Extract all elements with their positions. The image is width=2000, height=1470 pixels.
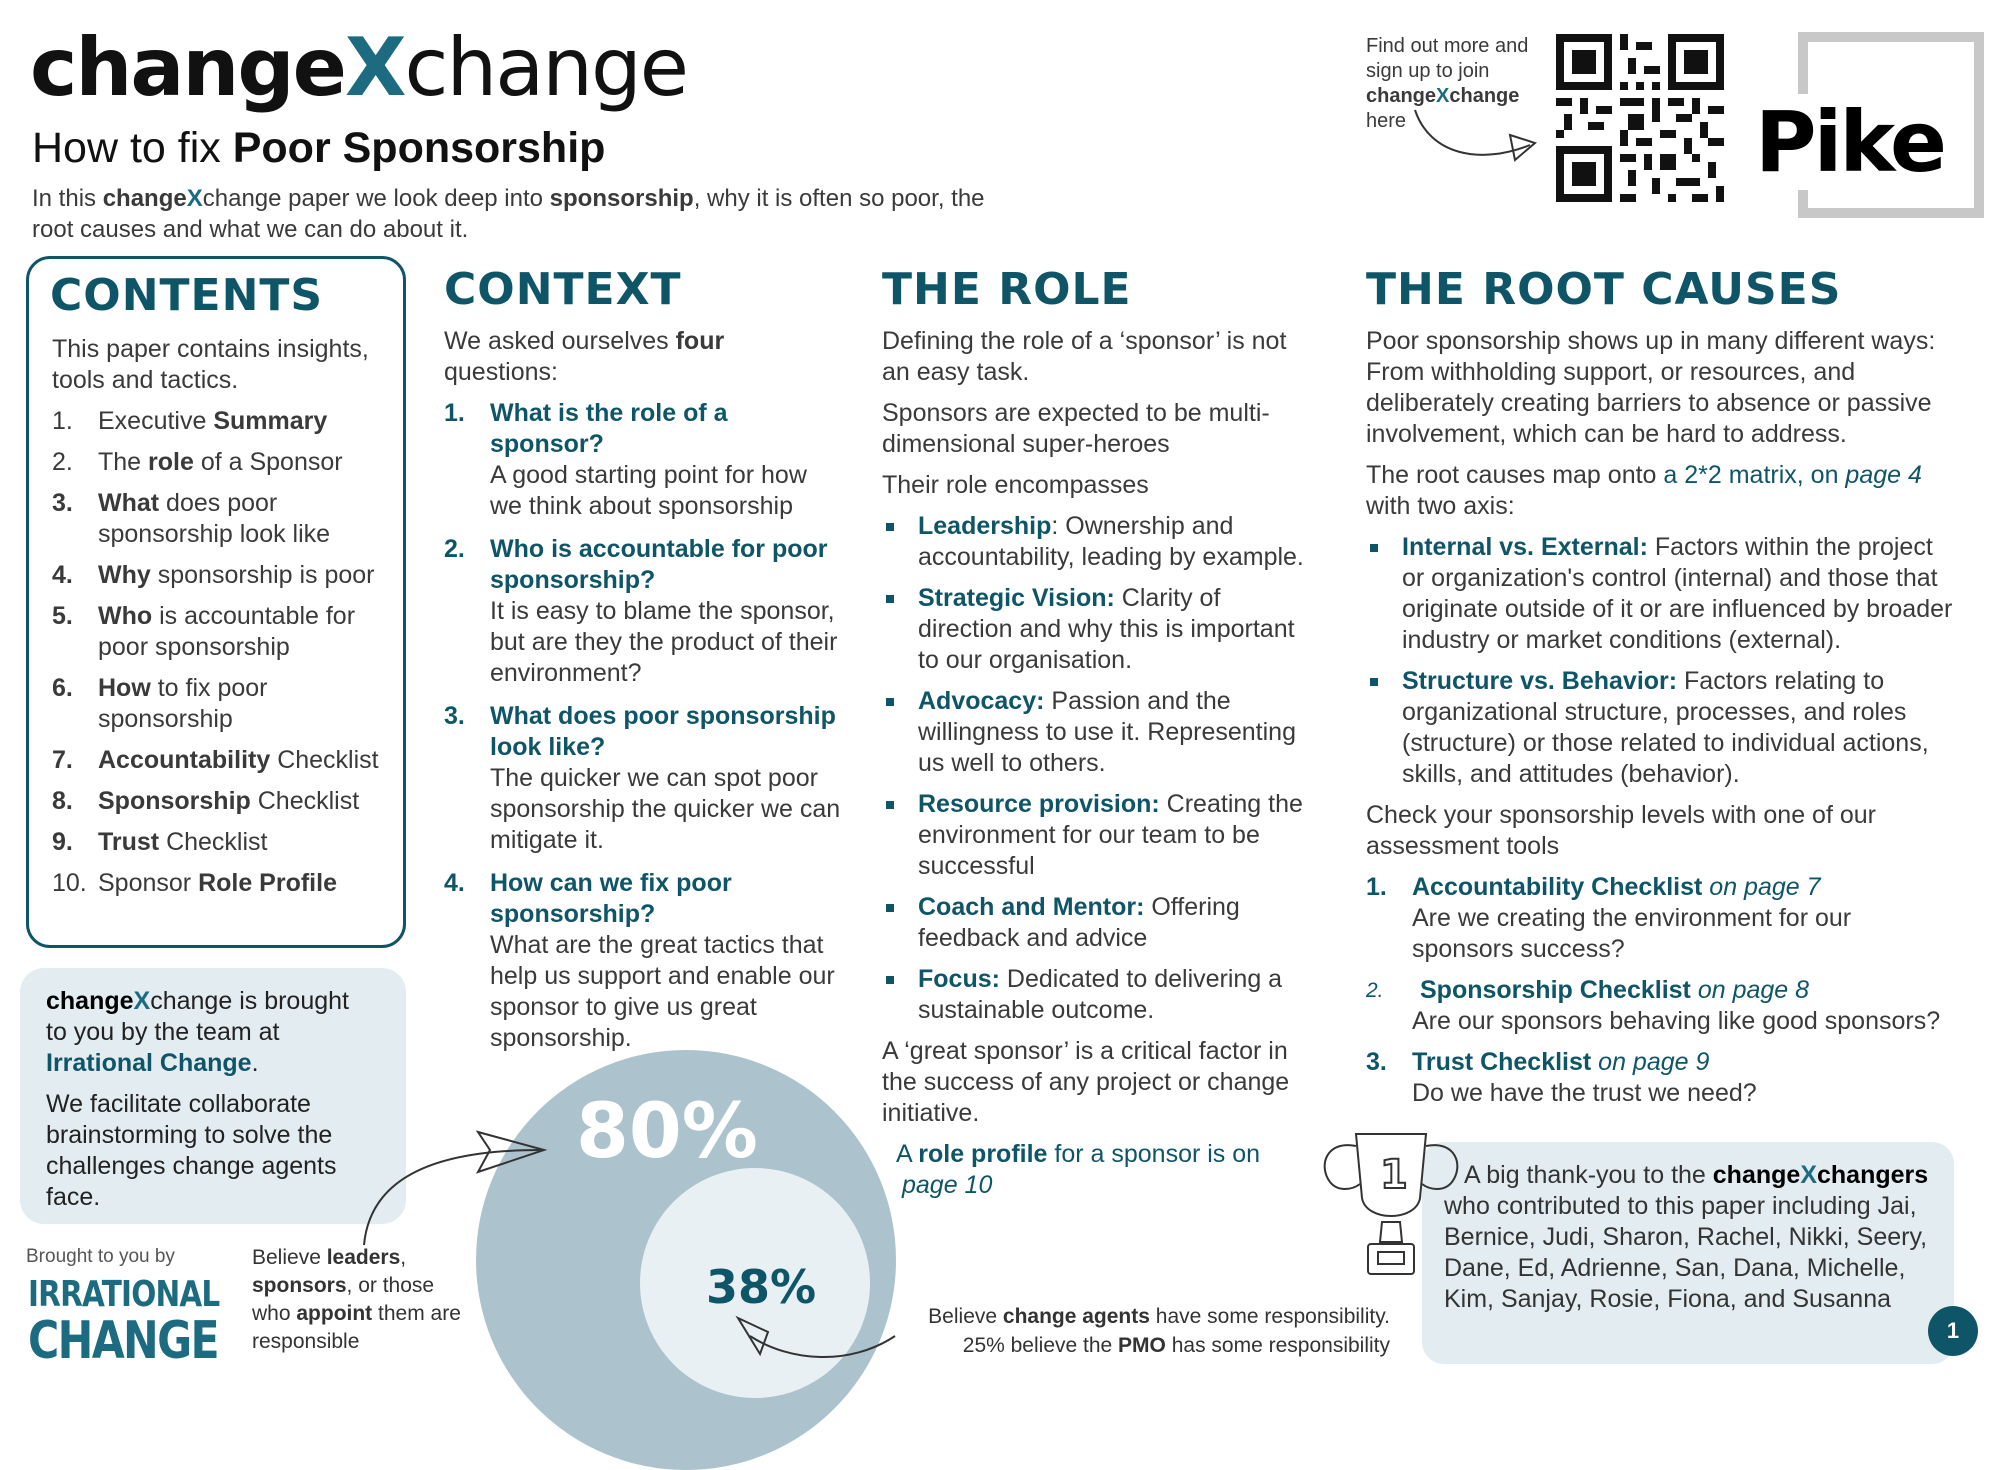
intro-a: In this bbox=[32, 185, 103, 212]
contents-item-text: Executive bbox=[98, 407, 214, 435]
contents-list bbox=[52, 334, 392, 909]
assessment-tool[interactable] bbox=[1366, 1047, 1956, 1109]
assessment-tool-number: 3. bbox=[1366, 1048, 1387, 1076]
role-item-value: Creating the environment for our team to be successful bbox=[918, 790, 1303, 880]
role-item-key: Coach and Mentor: bbox=[918, 893, 1145, 921]
context-answer-text: A good starting point for how we think about sponsorship bbox=[490, 461, 807, 520]
contents-item[interactable] bbox=[52, 406, 392, 437]
page-number-badge bbox=[1928, 1306, 1978, 1356]
role-heading: THE ROLE bbox=[882, 264, 1132, 315]
context-question-text: Who is accountable for poor sponsorship? bbox=[490, 535, 828, 594]
role-item bbox=[882, 583, 1312, 676]
role-item bbox=[882, 511, 1312, 573]
causes-p2: The root causes map onto a 2*2 matrix, on page 4 with two axis: bbox=[1366, 461, 1922, 520]
contents-item[interactable] bbox=[52, 601, 392, 663]
causes-p3: Check your sponsorship levels with one of our assessment tools bbox=[1366, 801, 1876, 860]
contents-item-number: 1. bbox=[52, 407, 73, 435]
assessment-tool-number: 1. bbox=[1366, 873, 1387, 901]
contents-item[interactable] bbox=[52, 488, 392, 550]
cause-item bbox=[1366, 532, 1956, 656]
role-p3: Their role encompasses bbox=[882, 471, 1149, 499]
brought-by-label: Brought to you by bbox=[26, 1246, 175, 1267]
context-question-text: How can we fix poor sponsorship? bbox=[490, 869, 732, 928]
arrow-to-80-icon bbox=[350, 1120, 550, 1250]
causes-items bbox=[1366, 532, 1956, 790]
role-item-key: Leadership bbox=[918, 512, 1052, 540]
qr-note-l3: changeXchange bbox=[1366, 85, 1520, 107]
role-item-key: Resource provision: bbox=[918, 790, 1160, 818]
contents-intro: This paper contains insights, tools and tactics. bbox=[52, 335, 369, 394]
role-item bbox=[882, 686, 1312, 779]
page-number: 1 bbox=[1946, 1318, 1960, 1343]
stat-38: 38% bbox=[706, 1260, 817, 1314]
role-item bbox=[882, 964, 1312, 1026]
contents-item-bold: Summary bbox=[213, 407, 328, 435]
brought-text bbox=[46, 986, 376, 1223]
assessment-tool[interactable] bbox=[1366, 872, 1956, 965]
cause-item-key: Internal vs. External: bbox=[1402, 533, 1648, 561]
contents-item-bold: Trust bbox=[98, 828, 160, 856]
assessment-tool-desc: Are our sponsors behaving like good sponsors? bbox=[1412, 1007, 1941, 1035]
context-question-number: 2. bbox=[444, 535, 465, 563]
contents-item-rest: sponsorship is poor bbox=[150, 561, 375, 589]
contents-item-bold: Accountability bbox=[98, 746, 271, 774]
contents-item[interactable] bbox=[52, 560, 392, 591]
title-pre: How to fix bbox=[32, 124, 233, 172]
context-question-number: 4. bbox=[444, 869, 465, 897]
context-question-number: 1. bbox=[444, 399, 465, 427]
brand-pre: change bbox=[30, 21, 345, 114]
contents-item-bold: What bbox=[98, 489, 160, 517]
contents-item-number: 3. bbox=[52, 489, 73, 517]
role-profile-note: A role profile for a sponsor is on page 10 bbox=[896, 1140, 1261, 1199]
role-item-value: Passion and the willingness to use it. Representing us well to others. bbox=[918, 687, 1296, 777]
contents-item-number: 9. bbox=[52, 828, 73, 856]
assessment-tool-number: 2. bbox=[1366, 979, 1384, 1002]
contents-item-bold: role bbox=[148, 448, 194, 476]
role-item-value: Offering feedback and advice bbox=[918, 893, 1240, 952]
causes-tools bbox=[1366, 872, 1956, 1109]
contents-item[interactable] bbox=[52, 868, 392, 899]
context-answer-text: What are the great tactics that help us support and enable our sponsor to give us great sponsorship. bbox=[490, 931, 835, 1052]
page-title bbox=[32, 124, 605, 173]
svg-text:1: 1 bbox=[1380, 1152, 1408, 1198]
role-p2: Sponsors are expected to be multi-dimensional super-heroes bbox=[882, 399, 1270, 458]
contents-item[interactable] bbox=[52, 827, 392, 858]
context-question-text: What does poor sponsorship look like? bbox=[490, 702, 836, 761]
assessment-tool-title bbox=[1412, 872, 1956, 903]
intro-d: change paper we look deep into bbox=[202, 185, 550, 212]
context-body bbox=[444, 326, 844, 1066]
irrational-change-link[interactable]: Irrational Change bbox=[46, 1049, 252, 1077]
contents-items bbox=[52, 406, 392, 899]
contents-heading: CONTENTS bbox=[50, 270, 324, 321]
role-item-value: Clarity of direction and why this is important to our organisation. bbox=[918, 584, 1295, 674]
causes-p1: Poor sponsorship shows up in many different ways: From withholding support, or resources, and deliberately creating barriers to absence or passive involvement, which can be hard to address. bbox=[1366, 327, 1936, 448]
role-item bbox=[882, 892, 1312, 954]
page-10-link[interactable]: page 10 bbox=[902, 1171, 993, 1199]
contents-item-number: 7. bbox=[52, 746, 73, 774]
logo-line2: CHANGE bbox=[28, 1311, 218, 1371]
page-4-link[interactable]: page 4 bbox=[1845, 461, 1922, 489]
role-items bbox=[882, 511, 1312, 1026]
cause-item-value: Factors relating to organizational structure, processes, and roles (structure) or those related to individual actions, skills, and attitudes (behavior). bbox=[1402, 667, 1929, 788]
causes-heading: THE ROOT CAUSES bbox=[1366, 264, 1842, 315]
assessment-tool-title bbox=[1412, 975, 1956, 1006]
context-question bbox=[444, 398, 844, 522]
role-item bbox=[882, 789, 1312, 882]
brand-post: change bbox=[404, 21, 687, 114]
context-question-number: 3. bbox=[444, 702, 465, 730]
cause-item-key: Structure vs. Behavior: bbox=[1402, 667, 1678, 695]
stat-80: 80% bbox=[576, 1086, 758, 1175]
brand-logo bbox=[30, 18, 687, 118]
role-item-key: Strategic Vision: bbox=[918, 584, 1115, 612]
contents-item-bold: Role Profile bbox=[198, 869, 337, 897]
contents-item-bold: How bbox=[98, 674, 151, 702]
assessment-tool-title bbox=[1412, 1047, 1956, 1078]
contents-item-rest: Checklist bbox=[250, 787, 360, 815]
assessment-tool-desc: Do we have the trust we need? bbox=[1412, 1079, 1757, 1107]
contents-item-number: 10. bbox=[52, 869, 87, 897]
intro-c: X bbox=[186, 185, 203, 212]
role-item-value: : Ownership and accountability, leading by example. bbox=[918, 512, 1304, 571]
contents-item[interactable] bbox=[52, 745, 392, 776]
intro-e: sponsorship bbox=[549, 185, 694, 212]
assessment-tool-desc: Are we creating the environment for our sponsors success? bbox=[1412, 904, 1852, 963]
context-question bbox=[444, 701, 844, 856]
assessment-tool-name: Sponsorship Checklist bbox=[1420, 976, 1691, 1004]
believe-leaders-note: Believe leaders, sponsors, or those who appoint them are responsible bbox=[252, 1246, 461, 1353]
contents-item-number: 6. bbox=[52, 674, 73, 702]
contents-item[interactable] bbox=[52, 673, 392, 735]
assessment-tool-name: Accountability Checklist bbox=[1412, 873, 1703, 901]
contents-item-number: 5. bbox=[52, 602, 73, 630]
contents-item-text: Sponsor bbox=[98, 869, 199, 897]
role-item-key: Advocacy: bbox=[918, 687, 1045, 715]
qr-note-l2: sign up to join bbox=[1366, 60, 1490, 82]
context-items bbox=[444, 398, 844, 1054]
qr-note-l1: Find out more and bbox=[1366, 35, 1529, 57]
contents-item-number: 2. bbox=[52, 448, 73, 476]
brought-p1: changeXchange is brought to you by the team at Irrational Change. bbox=[46, 987, 349, 1077]
assessment-tool-page: on page 9 bbox=[1591, 1048, 1710, 1076]
logo-line1: IRRATIONAL bbox=[28, 1274, 220, 1315]
intro-b: change bbox=[102, 185, 187, 212]
assessment-tool-name: Trust Checklist bbox=[1412, 1048, 1592, 1076]
context-answer-text: The quicker we can spot poor sponsorship the quicker we can mitigate it. bbox=[490, 764, 841, 854]
contents-item-bold: Who bbox=[98, 602, 153, 630]
intro-f: , why it is often so poor, the bbox=[693, 185, 985, 212]
qr-arrow-icon bbox=[1410, 105, 1540, 175]
context-intro: We asked ourselves four questions: bbox=[444, 327, 725, 386]
brand-x: X bbox=[344, 21, 405, 114]
cause-item-value: Factors within the project or organization's control (internal) and those that originate outside of it or are influenced by broader industry or market conditions (external). bbox=[1402, 533, 1953, 654]
qr-note-l4: here bbox=[1366, 110, 1407, 132]
contents-item-number: 4. bbox=[52, 561, 73, 589]
contents-item-number: 8. bbox=[52, 787, 73, 815]
role-item-key: Focus: bbox=[918, 965, 1000, 993]
assessment-tool-page: on page 7 bbox=[1702, 873, 1821, 901]
cause-item bbox=[1366, 666, 1956, 790]
context-heading: CONTEXT bbox=[444, 264, 682, 315]
intro-text bbox=[32, 183, 1082, 245]
contents-item-rest: Checklist bbox=[159, 828, 268, 856]
brought-p2: We facilitate collaborate brainstorming to solve the challenges change agents face. bbox=[46, 1090, 337, 1211]
contents-item[interactable] bbox=[52, 447, 392, 478]
role-p1: Defining the role of a ‘sponsor’ is not an easy task. bbox=[882, 327, 1287, 386]
irrational-change-logo bbox=[28, 1272, 220, 1371]
context-question bbox=[444, 868, 844, 1054]
contents-item[interactable] bbox=[52, 786, 392, 817]
thanks-text: A big thank-you to the changeXchangers who contributed to this paper including Jai, Bernice, Judi, Sharon, Rachel, Nikki, Seery, Dane, Ed, Adrienne, San, Dana, Michelle, Kim, Sanjay, Rosie, Fiona, and Susanna bbox=[1444, 1161, 1929, 1313]
contents-item-rest: to fix poor sponsorship bbox=[98, 674, 268, 733]
qr-code-icon[interactable] bbox=[1556, 34, 1724, 202]
contents-item-rest: of a Sponsor bbox=[193, 448, 343, 476]
contents-item-bold: Sponsorship bbox=[98, 787, 251, 815]
stat-caption: Believe change agents have some responsibility. 25% believe the PMO has some responsibility bbox=[928, 1305, 1390, 1357]
contents-item-rest: is accountable for poor sponsorship bbox=[98, 602, 356, 661]
role-body bbox=[882, 326, 1312, 1211]
role-item-value: Dedicated to delivering a sustainable outcome. bbox=[918, 965, 1283, 1024]
contents-item-bold: Why bbox=[98, 561, 151, 589]
assessment-tool-page: on page 8 bbox=[1690, 976, 1810, 1004]
assessment-tool[interactable] bbox=[1366, 975, 1956, 1037]
context-question-text: What is the role of a sponsor? bbox=[490, 399, 728, 458]
role-p4: A ‘great sponsor’ is a critical factor in the success of any project or change initiative. bbox=[882, 1037, 1290, 1127]
intro-line2: root causes and what we can do about it. bbox=[32, 216, 469, 243]
pike-logo-text: Pike bbox=[1755, 94, 1948, 190]
context-answer-text: It is easy to blame the sponsor, but are they the product of their environment? bbox=[490, 597, 838, 687]
title-bold: Poor Sponsorship bbox=[232, 124, 606, 172]
contents-item-rest: Checklist bbox=[270, 746, 379, 774]
contents-item-text: The bbox=[98, 448, 149, 476]
contents-item-rest: does poor sponsorship look like bbox=[98, 489, 331, 548]
matrix-link[interactable]: a 2*2 matrix, on bbox=[1663, 461, 1846, 489]
causes-body bbox=[1366, 326, 1956, 1119]
context-question bbox=[444, 534, 844, 689]
